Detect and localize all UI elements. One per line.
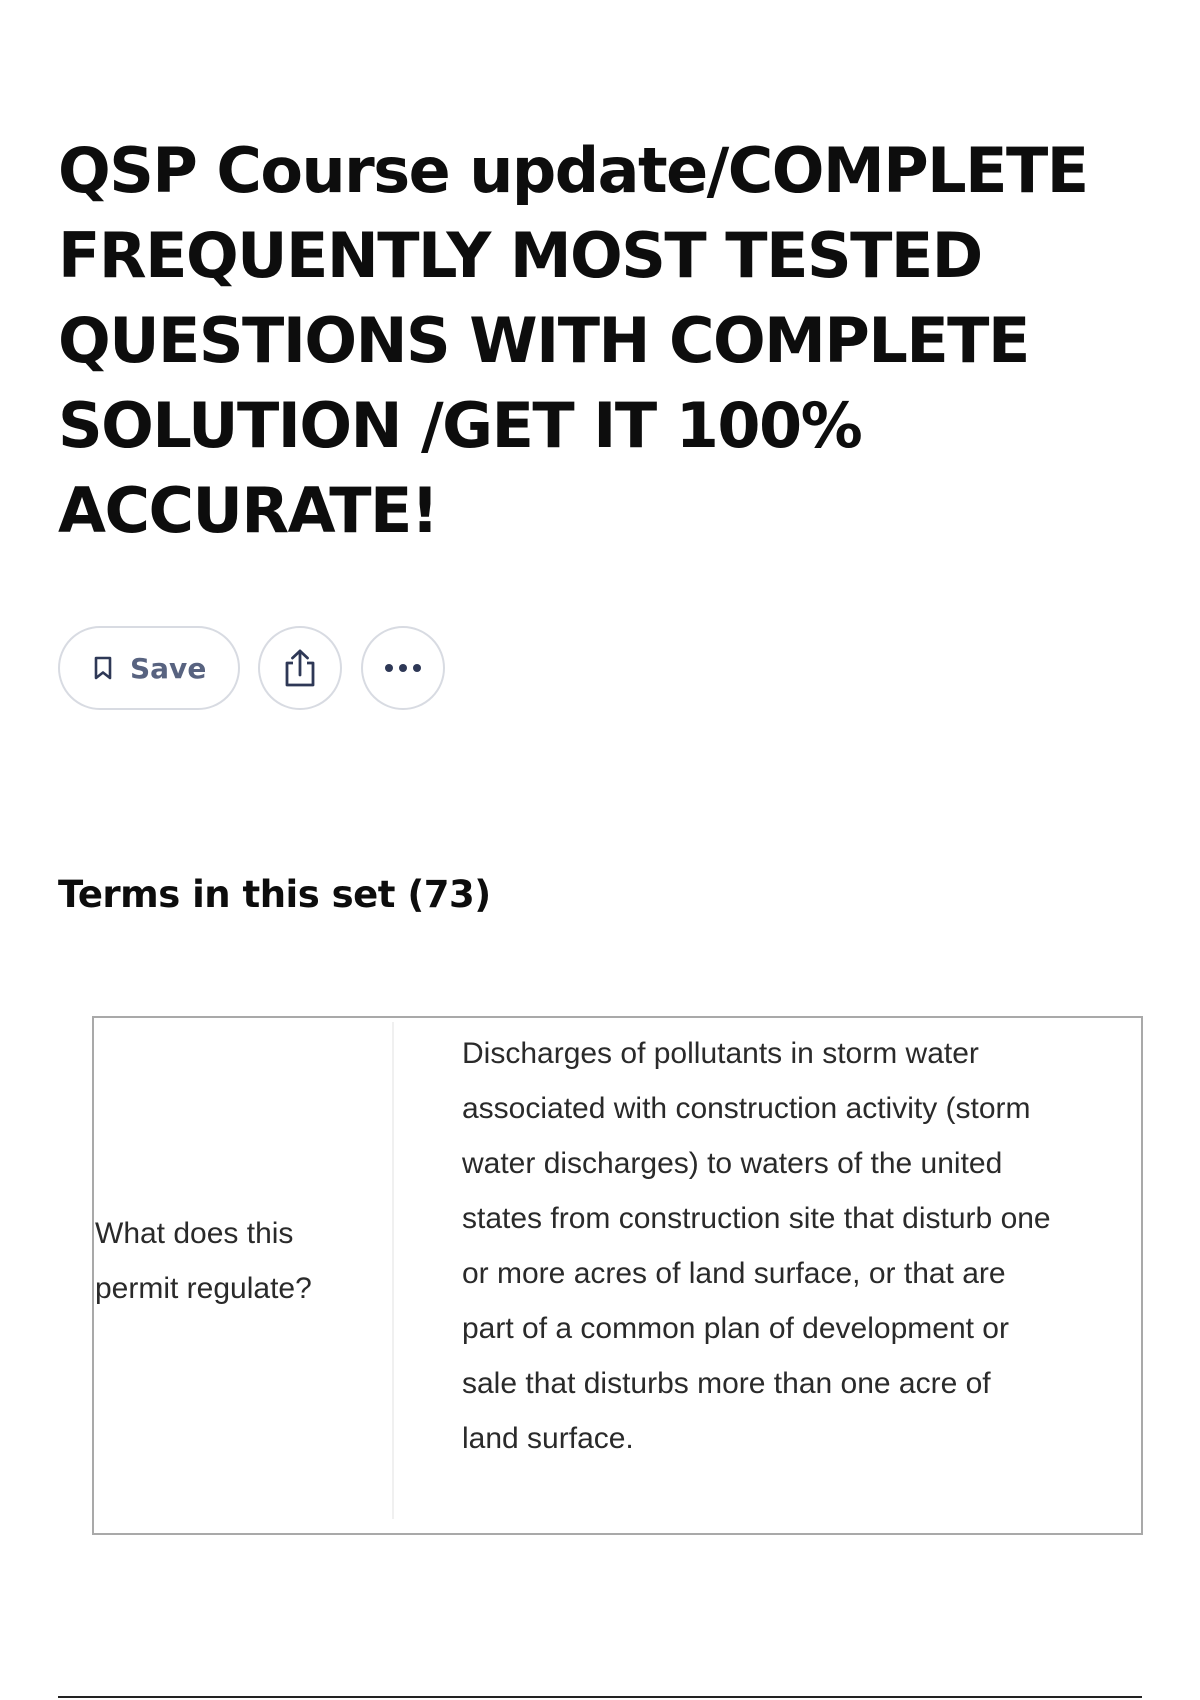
term-card: [92, 1016, 1143, 1535]
terms-heading: Terms in this set (73): [58, 873, 491, 916]
term-text: What does this permit regulate?: [95, 1217, 312, 1305]
bookmark-icon: [94, 656, 112, 680]
action-bar: [58, 626, 445, 710]
bottom-divider: [58, 1696, 1142, 1698]
save-button[interactable]: [58, 626, 240, 710]
page-title: QSP Course update/COMPLETE FREQUENTLY MOST TESTED QUESTIONS WITH COMPLETE SOLUTION /GET IT 100% ACCURATE!: [58, 134, 1088, 547]
save-button-label: Save: [130, 651, 207, 685]
card-divider: [392, 1022, 394, 1519]
share-button[interactable]: [258, 626, 342, 710]
more-horizontal-icon: [383, 663, 423, 673]
definition-text: Discharges of pollutants in storm water associated with construction activity (storm water discharges) to waters of the united states from construction site that disturb one or more acres of land surface, or that are part of a common plan of development or sale that disturbs more than one acre of land surface.: [462, 1037, 1051, 1455]
more-options-button[interactable]: [361, 626, 445, 710]
share-icon: [282, 648, 318, 688]
